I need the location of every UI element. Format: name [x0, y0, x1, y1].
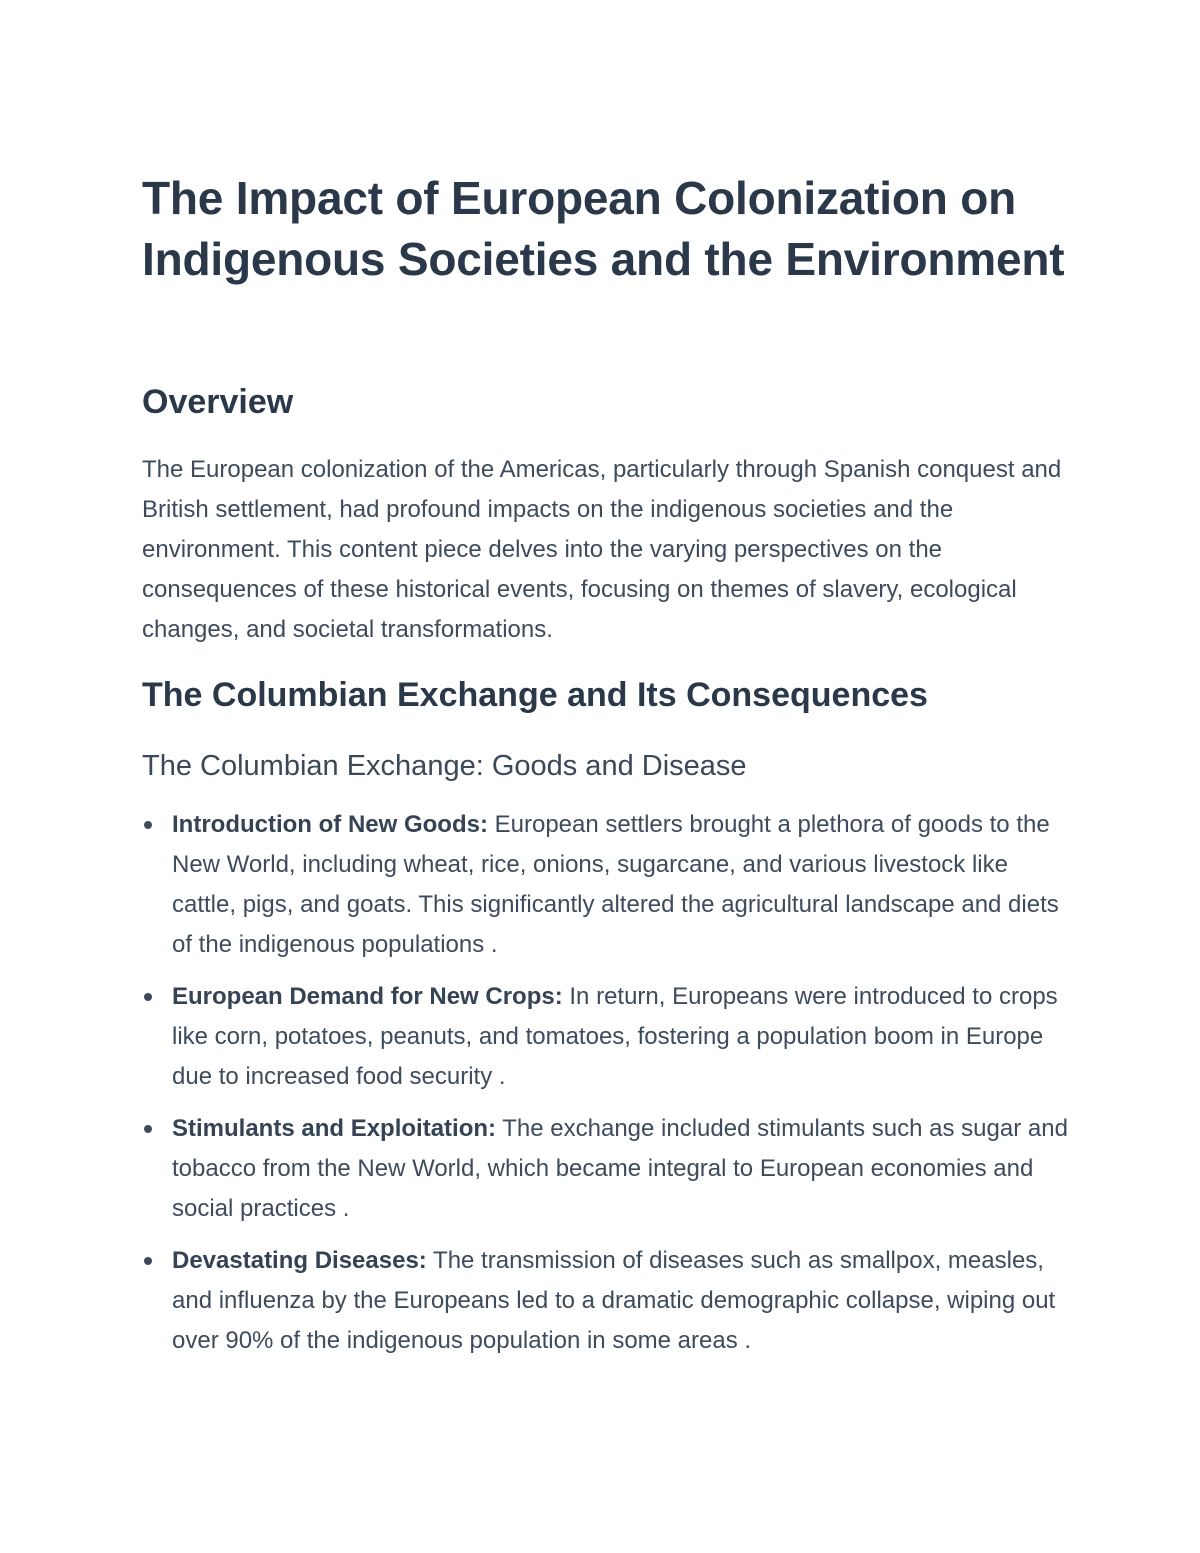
list-item-term: European Demand for New Crops:: [172, 983, 563, 1010]
list-item-text: The transmission of diseases such as smallpox, measles, and influenza by the Europeans led to a dramatic demographic collapse, wiping out over 90% of the indigenous population in some areas .: [172, 1247, 1056, 1354]
list-item: [142, 1109, 1072, 1229]
document-title: The Impact of European Colonization on Indigenous Societies and the Environment: [142, 172, 1065, 285]
list-item-term: Stimulants and Exploitation:: [172, 1115, 497, 1142]
bullet-icon: [144, 993, 152, 1001]
columbian-exchange-heading: The Columbian Exchange and Its Consequences: [142, 676, 928, 714]
list-item-term: Introduction of New Goods:: [172, 811, 488, 838]
goods-and-disease-subheading: The Columbian Exchange: Goods and Disease: [142, 750, 747, 782]
bullet-icon: [144, 1257, 152, 1265]
document-page: [142, 168, 1072, 1354]
bullet-icon: [144, 1125, 152, 1133]
list-item-text: The exchange included stimulants such as sugar and tobacco from the New World, which became integral to European economies and social practices .: [172, 1115, 1068, 1222]
overview-paragraph: The European colonization of the Americas, particularly through Spanish conquest and British settlement, had profound impacts on the indigenous societies and the environment. This content piece delves into the varying perspectives on the consequences of these historical events, focusing on themes of slavery, ecological changes, and societal transformations.: [142, 456, 1062, 643]
list-item: [142, 805, 1072, 965]
list-item-term: Devastating Diseases:: [172, 1247, 427, 1274]
list-item: [142, 1241, 1072, 1361]
list-item-text: European settlers brought a plethora of goods to the New World, including wheat, rice, onions, sugarcane, and various livestock like cattle, pigs, and goats. This significantly altered the agricultural landscape and diets of the indigenous populations .: [172, 811, 1059, 958]
bullet-icon: [144, 821, 152, 829]
list-item: [142, 977, 1072, 1097]
columbian-exchange-list: [142, 805, 1072, 1373]
list-item-text: In return, Europeans were introduced to crops like corn, potatoes, peanuts, and tomatoes, fostering a population boom in Europe due to increased food security .: [172, 983, 1058, 1090]
overview-heading: Overview: [142, 383, 294, 421]
